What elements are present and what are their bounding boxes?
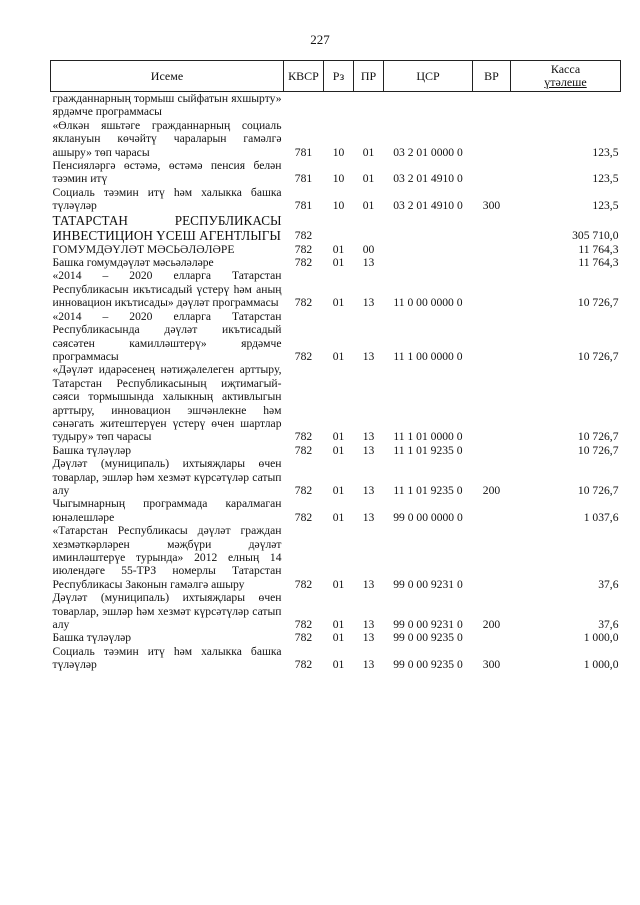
cell-name: «2014 – 2020 елларга Татарстан Республикасында дәүләт икътисадый сәясәтен камилләштерү» ярдәмче программасы bbox=[52, 309, 282, 363]
cell-csr bbox=[384, 256, 473, 269]
cell-rz: 01 bbox=[332, 618, 345, 632]
cell-kvsr: 781 bbox=[294, 199, 313, 213]
cell-csr: 99 0 00 9235 0 bbox=[393, 658, 463, 672]
header-name: Исеме bbox=[51, 61, 284, 92]
cell-pr: 01 bbox=[362, 199, 375, 213]
cell-kassa: 11 764,3 bbox=[578, 242, 619, 256]
cell-rz: 10 bbox=[332, 145, 345, 159]
table-row bbox=[51, 524, 621, 591]
cell-pr: 13 bbox=[362, 296, 375, 310]
cell-rz: 01 bbox=[332, 242, 345, 256]
table-row bbox=[51, 213, 621, 243]
cell-vr bbox=[473, 92, 511, 119]
header-csr: ЦСР bbox=[384, 61, 473, 92]
cell-name: Башка гомумдәүләт мәсьәләләре bbox=[52, 256, 214, 270]
cell-rz: 01 bbox=[332, 577, 345, 591]
cell-kvsr: 782 bbox=[294, 296, 313, 310]
cell-vr bbox=[473, 524, 511, 591]
cell-kassa: 37,6 bbox=[598, 618, 619, 632]
cell-name: Социаль тәэмин итү һәм халыкка башка түләүләр bbox=[52, 644, 282, 672]
cell-csr: 11 1 00 0000 0 bbox=[393, 349, 463, 363]
cell-vr bbox=[473, 243, 511, 256]
cell-pr: 13 bbox=[362, 618, 375, 632]
page-number: 227 bbox=[310, 32, 330, 47]
cell-name: ТАТАРСТАН РЕСПУБЛИКАСЫ ИНВЕСТИЦИОН ҮСЕШ АГЕНТЛЫГЫ bbox=[52, 212, 282, 243]
table-row bbox=[51, 363, 621, 443]
cell-name: Социаль тәэмин итү һәм халыкка башка түләүләр bbox=[52, 185, 282, 213]
cell-csr: 03 2 01 0000 0 bbox=[393, 145, 463, 159]
cell-vr bbox=[473, 444, 511, 457]
table-row bbox=[51, 256, 621, 269]
header-vr: ВР bbox=[473, 61, 511, 92]
header-kvsr: КВСР bbox=[284, 61, 324, 92]
cell-rz: 01 bbox=[332, 443, 345, 457]
cell-vr bbox=[473, 310, 511, 364]
cell-vr bbox=[473, 363, 511, 443]
cell-csr: 99 0 00 0000 0 bbox=[393, 510, 463, 524]
cell-kvsr: 782 bbox=[294, 618, 313, 632]
cell-csr: 99 0 00 9231 0 bbox=[393, 618, 463, 632]
cell-kassa: 10 726,7 bbox=[577, 349, 619, 363]
cell-csr bbox=[384, 92, 473, 119]
cell-csr: 03 2 01 4910 0 bbox=[393, 199, 463, 213]
cell-kassa: 10 726,7 bbox=[577, 296, 619, 310]
cell-vr bbox=[473, 213, 511, 243]
header-kassa-line1: Касса bbox=[550, 62, 581, 76]
cell-name: Чыгымнарның программада каралмаган юнәлешләре bbox=[52, 497, 282, 524]
cell-kvsr bbox=[284, 92, 324, 119]
cell-pr bbox=[354, 92, 384, 119]
cell-vr bbox=[473, 631, 511, 644]
cell-name: ГОМУМДӘҮЛӘТ МӘСЬӘЛӘЛӘРЕ bbox=[52, 242, 235, 256]
table-row bbox=[51, 497, 621, 524]
cell-rz: 01 bbox=[332, 483, 345, 497]
cell-csr: 99 0 00 9235 0 bbox=[393, 631, 463, 645]
cell-kvsr: 782 bbox=[294, 658, 313, 672]
cell-kvsr: 782 bbox=[294, 256, 313, 270]
table-row bbox=[51, 591, 621, 631]
cell-rz: 01 bbox=[332, 349, 345, 363]
cell-rz: 01 bbox=[332, 631, 345, 645]
cell-csr: 03 2 01 4910 0 bbox=[393, 172, 463, 186]
cell-kassa: 305 710,0 bbox=[572, 229, 619, 243]
cell-name: «Дәүләт идарәсенең нәтиҗәлелеген арттыру, Татарстан Республикасының иҗтимагый-сәяси тормышында халыкның активлыгын арттыру, инновацион эшчәнлекне һәм сәнәгать житештерүен үстерү өчен шартлар тудыру» төп чарасы bbox=[52, 363, 282, 444]
cell-kvsr: 782 bbox=[294, 229, 313, 243]
cell-pr: 13 bbox=[362, 256, 375, 270]
cell-vr bbox=[473, 119, 511, 159]
cell-name: «2014 – 2020 елларга Татарстан Республикасын икътисадый үстерү һәм аның инновацион икътисады» дәүләт программасы bbox=[52, 269, 282, 310]
cell-vr: 200 bbox=[482, 618, 501, 632]
cell-name: Дәүләт (муниципаль) ихтыяҗлары өчен товарлар, эшләр һәм хезмәт күрсәтүләр сатып алу bbox=[52, 591, 282, 632]
table-row bbox=[51, 119, 621, 159]
cell-kassa: 10 726,7 bbox=[577, 483, 619, 497]
cell-csr: 99 0 00 9231 0 bbox=[393, 577, 463, 591]
cell-kassa: 123,5 bbox=[592, 199, 619, 213]
cell-name: Башка түләүләр bbox=[52, 631, 132, 645]
table-row bbox=[51, 310, 621, 364]
cell-kassa: 1 000,0 bbox=[583, 658, 619, 672]
cell-pr: 13 bbox=[362, 443, 375, 457]
cell-kassa: 123,5 bbox=[592, 172, 619, 186]
table-row bbox=[51, 243, 621, 256]
cell-vr bbox=[473, 497, 511, 524]
cell-vr bbox=[473, 269, 511, 309]
cell-kassa bbox=[511, 92, 621, 119]
cell-rz: 01 bbox=[332, 510, 345, 524]
cell-pr: 13 bbox=[362, 510, 375, 524]
table-row bbox=[51, 457, 621, 497]
cell-kvsr: 782 bbox=[294, 349, 313, 363]
cell-rz: 01 bbox=[332, 296, 345, 310]
cell-kassa: 10 726,7 bbox=[577, 430, 619, 444]
cell-pr: 00 bbox=[362, 242, 375, 256]
cell-kvsr: 781 bbox=[294, 172, 313, 186]
cell-vr bbox=[473, 256, 511, 269]
cell-kvsr: 782 bbox=[294, 510, 313, 524]
cell-kvsr: 782 bbox=[294, 242, 313, 256]
cell-name: гражданнарның тормыш сыйфатын яхшырту» ярдәмче программасы bbox=[52, 92, 282, 119]
table-row bbox=[51, 92, 621, 119]
cell-name: Пенсияләргә өстәмә, өстәмә пенсия белән тәэмин итү bbox=[52, 159, 282, 186]
cell-pr: 13 bbox=[362, 483, 375, 497]
cell-vr bbox=[473, 159, 511, 186]
cell-vr: 200 bbox=[482, 483, 501, 497]
cell-kassa: 1 000,0 bbox=[583, 631, 619, 645]
cell-vr: 300 bbox=[482, 658, 501, 672]
cell-kvsr: 782 bbox=[294, 631, 313, 645]
cell-kassa: 37,6 bbox=[598, 577, 619, 591]
cell-name: Дәүләт (муниципаль) ихтыяҗлары өчен товарлар, эшләр һәм хезмәт күрсәтүләр сатып алу bbox=[52, 457, 282, 497]
cell-kassa: 10 726,7 bbox=[577, 443, 619, 457]
cell-pr: 13 bbox=[362, 658, 375, 672]
cell-kvsr: 782 bbox=[294, 577, 313, 591]
header-rz: Рз bbox=[324, 61, 354, 92]
header-pr: ПР bbox=[354, 61, 384, 92]
header-kassa-line2: үтәлеше bbox=[544, 75, 587, 89]
table-row bbox=[51, 631, 621, 644]
cell-csr: 11 1 01 9235 0 bbox=[393, 483, 463, 497]
cell-name: Башка түләүләр bbox=[52, 443, 132, 457]
cell-kvsr: 781 bbox=[294, 145, 313, 159]
table-row bbox=[51, 645, 621, 672]
cell-csr: 11 1 01 0000 0 bbox=[393, 430, 463, 444]
cell-pr: 13 bbox=[362, 577, 375, 591]
cell-pr: 13 bbox=[362, 349, 375, 363]
cell-name: «Өлкән яшьтәге гражданнарның социаль яклануын көчәйтү чараларын гамәлгә ашыру» төп чарасы bbox=[52, 118, 282, 159]
cell-csr: 11 1 01 9235 0 bbox=[393, 443, 463, 457]
table-body bbox=[51, 92, 621, 672]
header-kassa bbox=[511, 61, 621, 92]
table-row bbox=[51, 269, 621, 309]
cell-csr: 11 0 00 0000 0 bbox=[393, 296, 463, 310]
cell-kvsr: 782 bbox=[294, 430, 313, 444]
cell-kassa: 123,5 bbox=[592, 145, 619, 159]
cell-vr: 300 bbox=[482, 199, 501, 213]
cell-rz: 01 bbox=[332, 256, 345, 270]
cell-name: «Татарстан Республикасы дәүләт граждан хезмәткәрләрен мәҗбүри дәүләт иминләштерүе турында» 2012 елның 14 июлендәге 55-ТРЗ номерлы Татарстан Республикасы Законын гамәлгә ашыру bbox=[52, 524, 282, 591]
cell-rz: 10 bbox=[332, 172, 345, 186]
table-row bbox=[51, 186, 621, 213]
budget-table bbox=[50, 60, 621, 672]
cell-rz bbox=[324, 213, 354, 243]
cell-rz: 01 bbox=[332, 658, 345, 672]
cell-pr: 13 bbox=[362, 430, 375, 444]
cell-rz bbox=[324, 92, 354, 119]
table-row bbox=[51, 159, 621, 186]
cell-kvsr: 782 bbox=[294, 443, 313, 457]
cell-csr bbox=[384, 213, 473, 243]
cell-kvsr: 782 bbox=[294, 483, 313, 497]
table-row bbox=[51, 444, 621, 457]
cell-csr bbox=[384, 243, 473, 256]
cell-pr: 01 bbox=[362, 172, 375, 186]
cell-kassa: 11 764,3 bbox=[578, 256, 619, 270]
table-header bbox=[51, 61, 621, 92]
cell-pr bbox=[354, 213, 384, 243]
cell-rz: 01 bbox=[332, 430, 345, 444]
cell-rz: 10 bbox=[332, 199, 345, 213]
cell-pr: 13 bbox=[362, 631, 375, 645]
cell-pr: 01 bbox=[362, 145, 375, 159]
cell-kassa: 1 037,6 bbox=[583, 510, 619, 524]
